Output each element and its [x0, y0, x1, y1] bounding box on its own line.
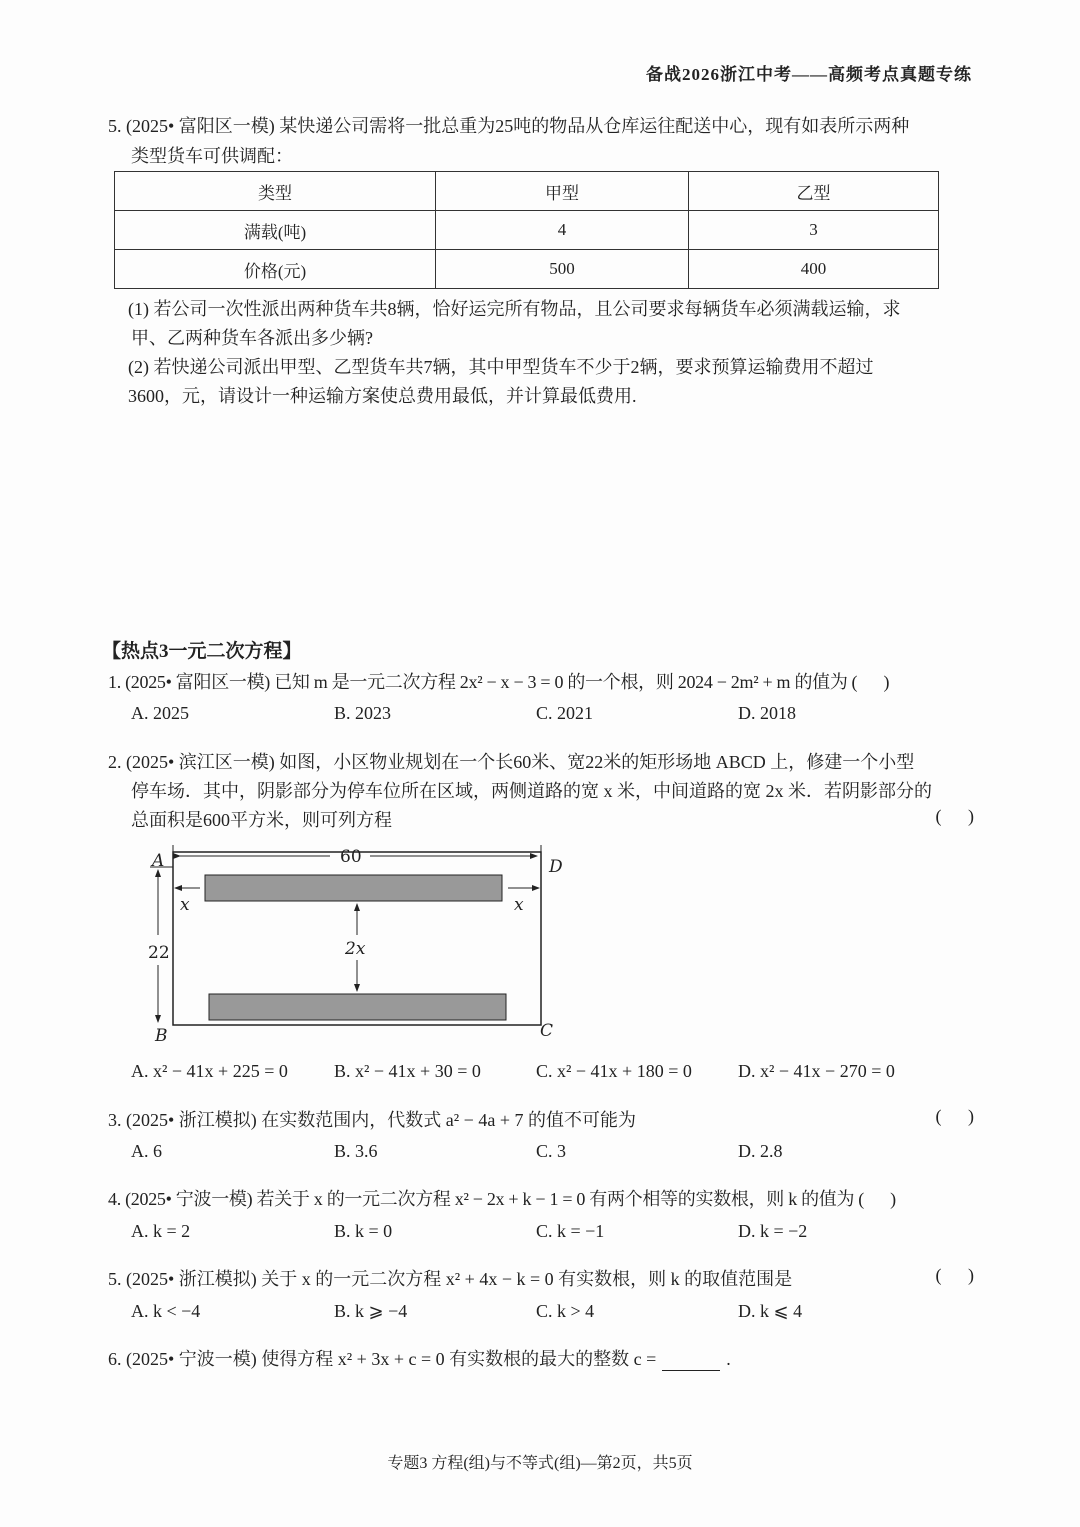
page-header: 备战2026浙江中考——高频考点真题专练: [646, 65, 972, 84]
option-b: B. k ⩾ −4: [334, 1301, 408, 1321]
answer-bracket: ( ): [935, 1106, 974, 1126]
option-d: D. 2.8: [738, 1141, 783, 1161]
answer-bracket: ( ): [935, 806, 974, 826]
question-6: [108, 1345, 731, 1371]
table-header: 甲型: [436, 172, 689, 211]
parking-area-top: [205, 875, 502, 901]
table-cell: 价格(元): [115, 250, 436, 289]
table-header: 类型: [115, 172, 436, 211]
option-c: C. k > 4: [536, 1301, 595, 1321]
option-a: A. 6: [131, 1141, 162, 1161]
vertex-a-label: A: [152, 851, 165, 871]
side-road-label-right: x: [514, 895, 524, 915]
option-b: B. 3.6: [334, 1141, 378, 1161]
question-5: 5. (2025• 浙江模拟) 关于 x 的一元二次方程 x² + 4x − k = 0 有实数根，则 k 的取值范围是: [108, 1269, 793, 1289]
question-2-line1: 2. (2025• 滨江区一模) 如图，小区物业规划在一个长60米、宽22米的矩形场地 ABCD 上，修建一个小型: [108, 752, 915, 772]
option-d: D. x² − 41x − 270 = 0: [738, 1061, 895, 1081]
option-c: C. k = −1: [536, 1221, 605, 1241]
table-cell: 500: [436, 250, 689, 289]
vertex-b-label: B: [155, 1026, 168, 1046]
question-1-text: 1. (2025• 富阳区一模) 已知 m 是一元二次方程 2x² − x − 3 = 0 的一个根，则 2024 − 2m² + m 的值为: [108, 672, 848, 692]
option-a: A. x² − 41x + 225 = 0: [131, 1061, 288, 1081]
question-6-end: .: [726, 1349, 731, 1369]
page-footer: 专题3 方程(组)与不等式(组)—第2页，共5页: [387, 1455, 693, 1472]
option-b: B. k = 0: [334, 1221, 393, 1241]
question-4: [108, 1185, 896, 1211]
q5-part2-b: 3600，元，请设计一种运输方案使总费用最低，并计算最低费用.: [128, 386, 637, 406]
option-a: A. k = 2: [131, 1221, 191, 1241]
answer-bracket: ( ): [851, 672, 890, 692]
vertex-d-label: D: [549, 857, 563, 877]
question-2-line2: 停车场．其中，阴影部分为停车位所在区域，两侧道路的宽 x 米，中间道路的宽 2x 米．若阴影部分的: [131, 781, 932, 801]
width-label: 22: [148, 943, 170, 963]
vertex-c-label: C: [540, 1021, 554, 1041]
option-c: C. x² − 41x + 180 = 0: [536, 1061, 692, 1081]
mid-road-label: 2x: [345, 939, 366, 959]
q5-part1-b: 甲、乙两种货车各派出多少辆?: [131, 328, 373, 348]
question-3: 3. (2025• 浙江模拟) 在实数范围内，代数式 a² − 4a + 7 的值不可能为: [108, 1110, 636, 1130]
question-2-line3: 总面积是600平方米，则可列方程: [131, 810, 392, 830]
parking-area-bottom: [209, 994, 506, 1020]
q5-line2: 类型货车可供调配：: [131, 146, 293, 166]
answer-bracket: ( ): [858, 1189, 896, 1209]
length-label: 60: [340, 847, 362, 867]
option-d: D. k ⩽ 4: [738, 1301, 803, 1321]
option-c: C. 2021: [536, 703, 594, 723]
answer-blank[interactable]: [662, 1349, 720, 1371]
option-d: D. 2018: [738, 703, 796, 723]
q5-line1: 5. (2025• 富阳区一模) 某快递公司需将一批总重为25吨的物品从仓库运往配送中心，现有如表所示两种: [108, 116, 910, 136]
table-cell: 3: [689, 211, 939, 250]
option-a: A. k < −4: [131, 1301, 201, 1321]
table-cell: 400: [689, 250, 939, 289]
table-cell: 4: [436, 211, 689, 250]
question-6-text: 6. (2025• 宁波一模) 使得方程 x² + 3x + c = 0 有实数根的最大的整数 c =: [108, 1349, 657, 1369]
table-cell: 满载(吨): [115, 211, 436, 250]
option-d: D. k = −2: [738, 1221, 808, 1241]
option-b: B. 2023: [334, 703, 392, 723]
option-b: B. x² − 41x + 30 = 0: [334, 1061, 481, 1081]
table-header: 乙型: [689, 172, 939, 211]
question-4-text: 4. (2025• 宁波一模) 若关于 x 的一元二次方程 x² − 2x + k − 1 = 0 有两个相等的实数根，则 k 的值为: [108, 1189, 855, 1209]
section-title: 【热点3一元二次方程】: [102, 641, 302, 662]
option-a: A. 2025: [131, 703, 189, 723]
answer-bracket: ( ): [935, 1265, 974, 1285]
q5-part1-a: (1) 若公司一次性派出两种货车共8辆，恰好运完所有物品，且公司要求每辆货车必须满载运输，求: [128, 299, 901, 319]
side-road-label-left: x: [180, 895, 190, 915]
option-c: C. 3: [536, 1141, 567, 1161]
q5-part2-a: (2) 若快递公司派出甲型、乙型货车共7辆，其中甲型货车不少于2辆，要求预算运输费用不超过: [128, 357, 874, 377]
